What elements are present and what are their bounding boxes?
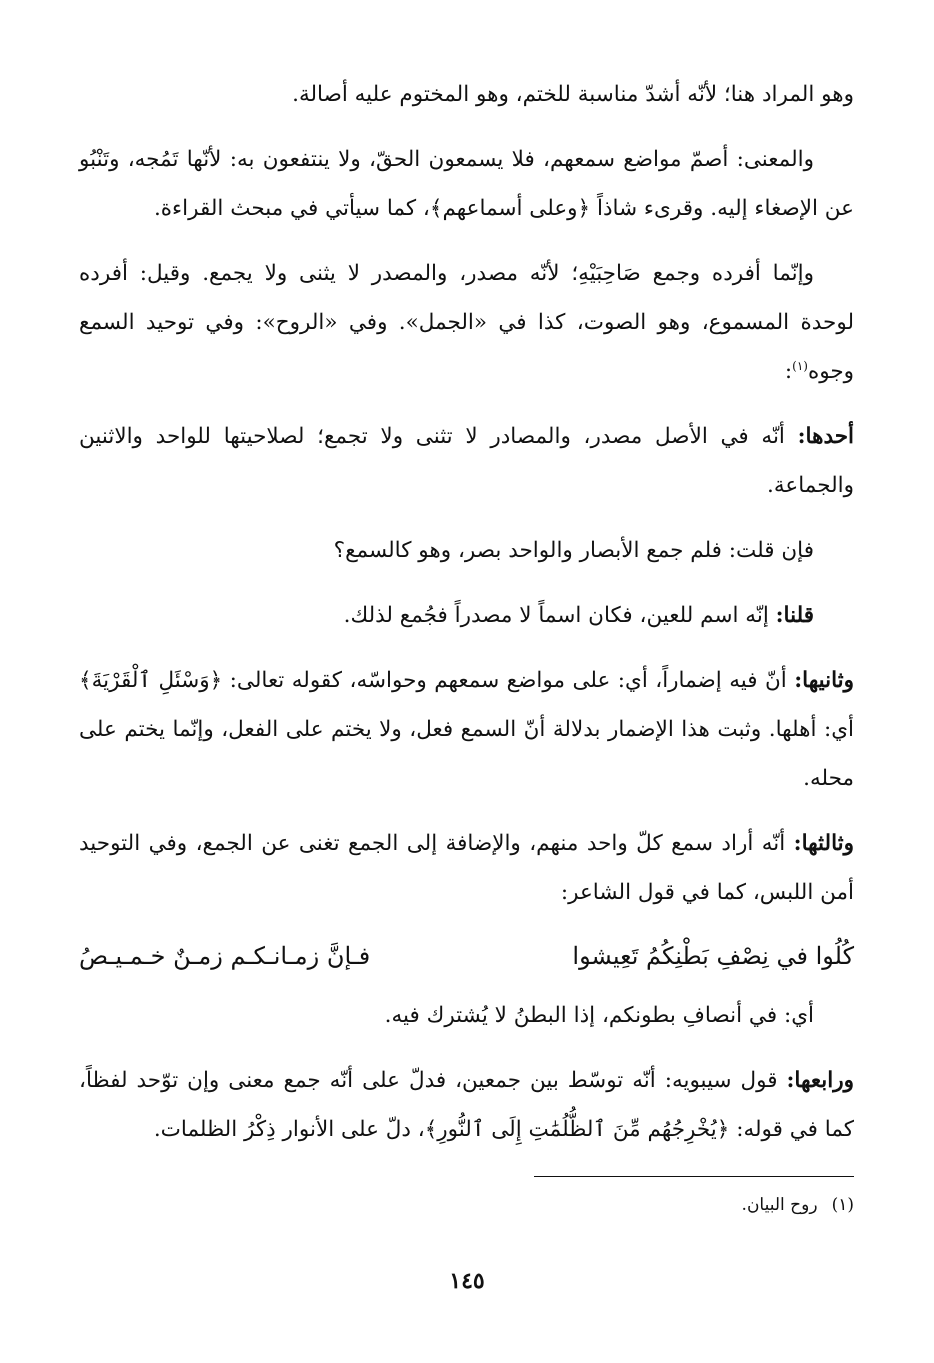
paragraph-lead: أحدها:	[797, 424, 854, 449]
paragraph-8	[79, 819, 854, 917]
paragraph-3	[79, 249, 854, 396]
paragraph-text: إنّه اسم للعين، فكان اسماً لا مصدراً فجُمع لذلك.	[343, 603, 776, 628]
paragraph-1	[79, 70, 854, 119]
paragraph-tail: :	[784, 359, 793, 384]
paragraph-text: وهو المراد هنا؛ لأنّه أشدّ مناسبة للختم، وهو المختوم عليه أصالة.	[292, 82, 854, 107]
paragraph-6	[79, 591, 854, 640]
paragraph-text: أنّه في الأصل مصدر، والمصادر لا تثنى ولا تجمع؛ لصلاحيتها للواحد والاثنين والجماعة.	[79, 424, 854, 498]
footnote-separator	[534, 1176, 854, 1177]
footnote-text: روح البيان.	[741, 1195, 818, 1215]
paragraph-text: والمعنى: أصمّ مواضع سمعهم، فلا يسمعون الحقّ، ولا ينتفعون به: لأنّها تَمُجه، وتَنْبُو عن الإصغاء إليه. وقرىء شاذاً ﴿وعلى أسماعهم﴾، كما سيأتي في مبحث القراءة.	[79, 147, 854, 221]
page-body	[79, 70, 854, 1170]
poetry-verse	[79, 933, 854, 979]
paragraph-lead: قلنا:	[775, 603, 814, 628]
paragraph-lead: وثالثها:	[793, 831, 854, 856]
paragraph-text: وإنّما أفرده وجمع صَاحِبَيْهِ؛ لأنّه مصدر، والمصدر لا يثنى ولا يجمع. وقيل: أفرده لوحدة المسموع، وهو الصوت، كذا في «الجمل». وفي «الروح»: وفي توحيد السمع وجوه	[79, 261, 854, 384]
paragraph-text: فإن قلت: فلم جمع الأبصار والواحد بصر، وهو كالسمع؟	[333, 538, 814, 563]
paragraph-5	[79, 526, 854, 575]
page-number: ١٤٥	[449, 1268, 485, 1294]
paragraph-text: قول سيبويه: أنّه توسّط بين جمعين، فدلّ على أنّه جمع معنى وإن توّحد لفظاً، كما في قوله: ﴿يُخْرِجُهُم مِّنَ ٱلظُّلُمَٰتِ إِلَى ٱلنُّورِ﴾، دلّ على الأنوار ذِكْرُ الظلمات.	[79, 1068, 854, 1142]
paragraph-2	[79, 135, 854, 233]
paragraph-10	[79, 1056, 854, 1154]
verse-second-hemistich: فـإنَّ زمـانـكـم زمـنٌ خـمـيـصُ	[79, 942, 371, 970]
footnote-marker: (١)	[792, 358, 808, 373]
footnote	[742, 1190, 854, 1220]
footnote-number: (١)	[831, 1195, 854, 1215]
paragraph-9	[79, 991, 854, 1040]
paragraph-text: أنّه أراد سمع كلّ واحد منهم، والإضافة إلى الجمع تغنى عن الجمع، وفي التوحيد أمن اللبس، كما في قول الشاعر:	[79, 831, 854, 905]
verse-first-hemistich: كُلُوا في نِصْفِ بَطْنِكُمُ تَعِيشوا	[572, 942, 854, 970]
paragraph-lead: وثانيها:	[794, 668, 854, 693]
paragraph-7	[79, 656, 854, 803]
paragraph-4	[79, 412, 854, 510]
paragraph-text: أنّ فيه إضماراً، أي: على مواضع سمعهم وحواسّه، كقوله تعالى: ﴿وَسْئَلِ ٱلْقَرْيَةَ﴾ أي: أهلها. وثبت هذا الإضمار بدلالة أنّ السمع فعل، ولا يختم على الفعل، وإنّما يختم على محله.	[79, 668, 854, 791]
paragraph-lead: ورابعها:	[786, 1068, 854, 1093]
paragraph-text: أي: في أنصافِ بطونكم، إذا البطنُ لا يُشترك فيه.	[384, 1003, 814, 1028]
